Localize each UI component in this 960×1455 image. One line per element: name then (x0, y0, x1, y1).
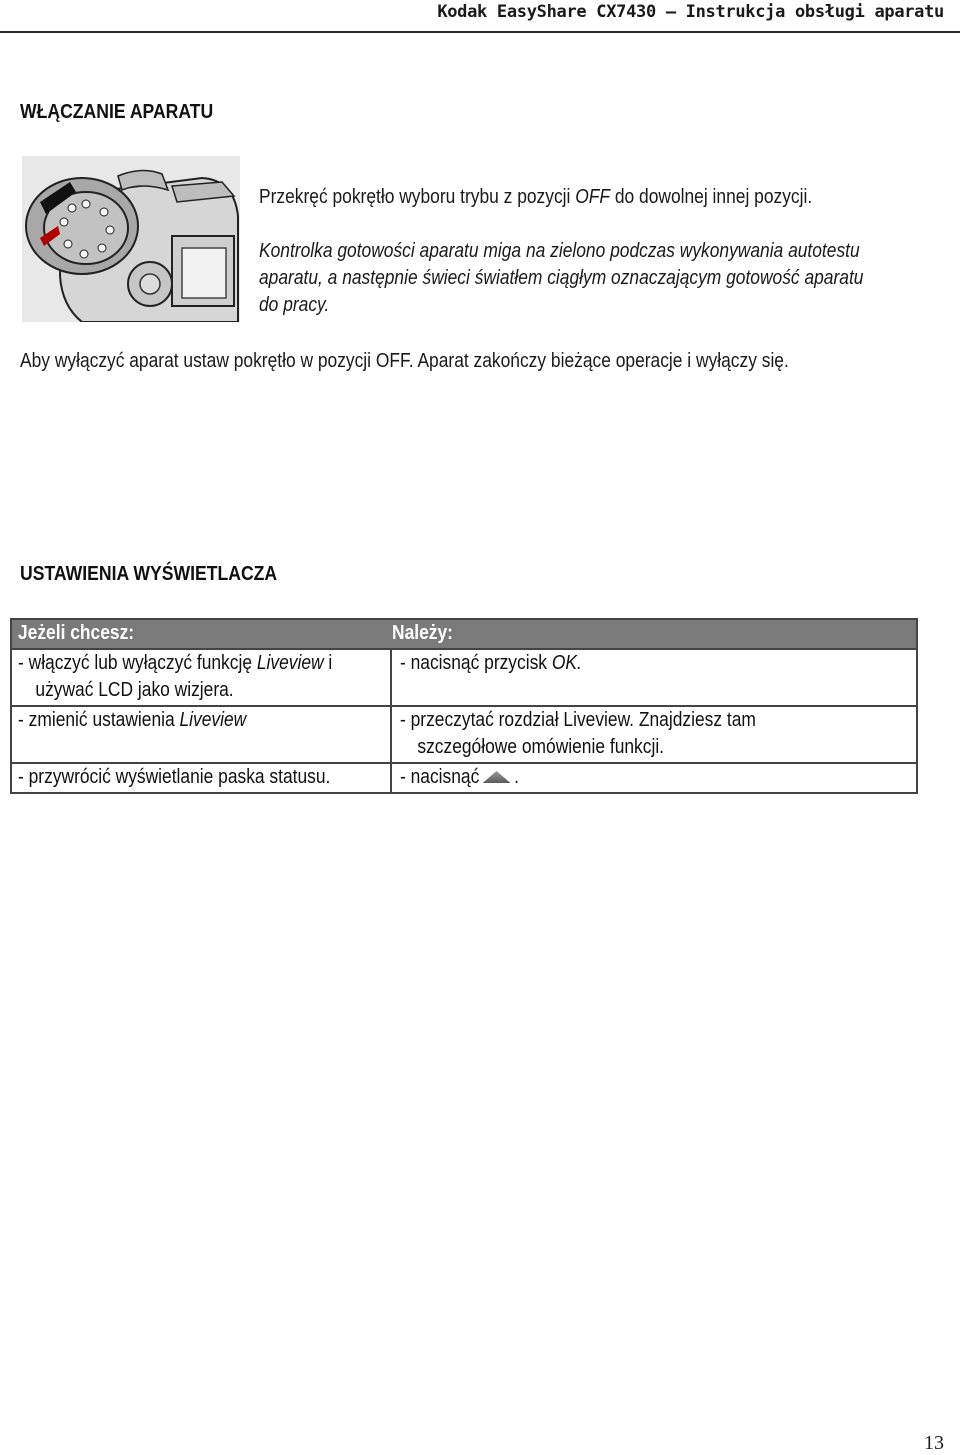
paragraph-turn-dial: Przekręć pokrętło wyboru trybu z pozycji OFF do dowolnej innej pozycji. (259, 186, 813, 208)
section-title-display-settings: USTAWIENIA WYŚWIETLACZA (20, 563, 278, 585)
page-number: 13 (924, 1432, 944, 1454)
table-cell-action: - przeczytać rozdział Liveview. Znajdziesz tam szczegółowe omówienie funkcji. (400, 709, 756, 758)
table-cell-want: - zmienić ustawienia Liveview (12, 707, 392, 762)
camera-mode-dial-illustration (22, 156, 240, 322)
table-row (12, 650, 916, 707)
table-header-row (12, 620, 916, 650)
table-cell-action: - nacisnąć . (400, 766, 519, 788)
up-arrow-icon (481, 770, 512, 784)
section-title-power-on: WŁĄCZANIE APARATU (20, 101, 214, 123)
table-cell-want: - włączyć lub wyłączyć funkcję Liveview i używać LCD jako wizjera. (12, 650, 392, 705)
header-rule (0, 31, 960, 33)
table-row (12, 764, 916, 794)
table-cell-action: - nacisnąć przycisk OK. (400, 652, 582, 674)
paragraph-power-off: Aby wyłączyć aparat ustaw pokrętło w pozycji OFF. Aparat zakończy bieżące operacje i wyłączy się. (20, 350, 789, 372)
display-settings-table (10, 618, 918, 794)
paragraph-ready-light-1: Kontrolka gotowości aparatu miga na zielono podczas wykonywania autotestu (259, 240, 860, 262)
paragraph-ready-light-3: do pracy. (259, 294, 330, 316)
table-row (12, 707, 916, 764)
running-header: Kodak EasyShare CX7430 – Instrukcja obsługi aparatu (437, 2, 944, 22)
table-cell-want: - przywrócić wyświetlanie paska statusu. (12, 764, 392, 792)
paragraph-ready-light-2: aparatu, a następnie świeci światłem ciągłym oznaczającym gotowość aparatu (259, 267, 864, 289)
table-header-want: Jeżeli chcesz: (18, 622, 135, 644)
table-header-action: Należy: (392, 622, 453, 644)
